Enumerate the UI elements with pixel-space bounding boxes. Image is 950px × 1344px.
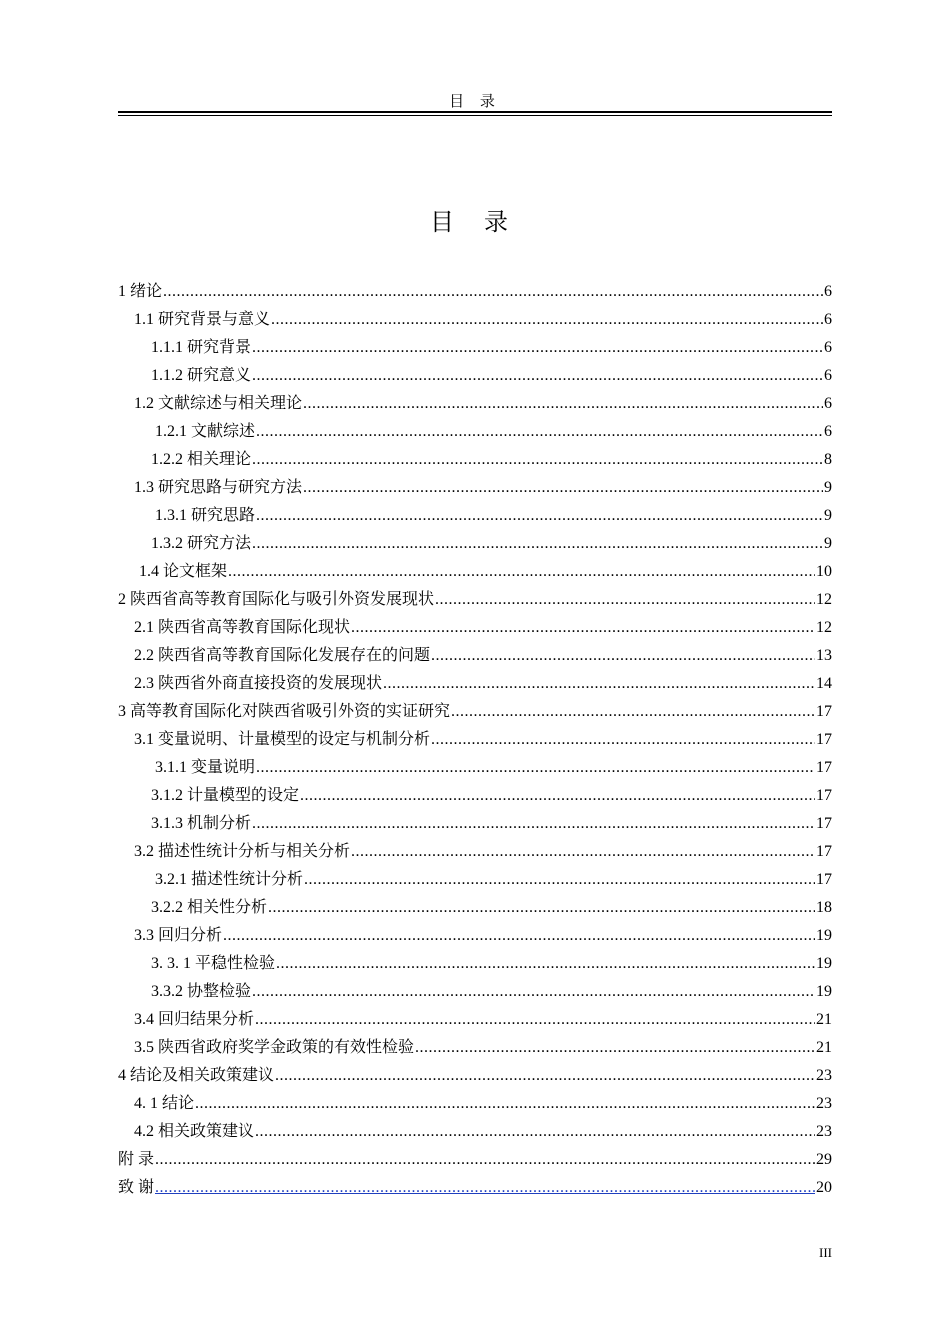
toc-dot-leader — [252, 810, 815, 838]
toc-entry-label: 1.1 研究背景与意义 — [134, 311, 271, 328]
toc-entry-label: 1.2.1 文献综述 — [155, 423, 256, 440]
toc-entry[interactable] — [118, 390, 832, 418]
toc-entry-label: 3.1.3 机制分析 — [151, 815, 252, 832]
toc-dot-leader — [435, 586, 815, 614]
toc-entry-label: 附 录 — [118, 1151, 155, 1168]
toc-entry[interactable] — [118, 306, 832, 334]
toc-entry-label: 4.2 相关政策建议 — [134, 1123, 255, 1140]
toc-dot-leader — [351, 838, 815, 866]
toc-entry-label: 4. 1 结论 — [134, 1095, 195, 1112]
toc-dot-leader — [304, 866, 815, 894]
toc-dot-leader — [303, 390, 823, 418]
toc-entry[interactable] — [118, 1006, 832, 1034]
toc-dot-leader — [255, 1118, 815, 1146]
toc-dot-leader — [275, 1062, 815, 1090]
toc-entry[interactable] — [118, 1090, 832, 1118]
toc-entry-label: 致 谢 — [118, 1179, 155, 1196]
toc-entry[interactable] — [118, 866, 832, 894]
toc-entry-page: 9 — [824, 507, 832, 524]
toc-entry[interactable] — [118, 474, 832, 502]
toc-entry-page: 18 — [816, 899, 832, 916]
toc-entry[interactable] — [118, 1174, 832, 1202]
header-rule — [118, 111, 832, 113]
toc-dot-leader — [431, 642, 815, 670]
toc-title: 目 录 — [430, 210, 520, 236]
toc-entry[interactable] — [118, 838, 832, 866]
toc-entry-page: 6 — [824, 423, 832, 440]
toc-entry-page: 17 — [816, 731, 832, 748]
toc-entry-page: 8 — [824, 451, 832, 468]
toc-dot-leader — [271, 306, 823, 334]
toc-entry[interactable] — [118, 810, 832, 838]
toc-entry-page: 6 — [824, 283, 832, 300]
toc-entry-page: 10 — [816, 563, 832, 580]
toc-entry-label: 3.1.2 计量模型的设定 — [151, 787, 300, 804]
toc-entry-page: 9 — [824, 479, 832, 496]
toc-entry[interactable] — [118, 894, 832, 922]
toc-dot-leader — [431, 726, 815, 754]
toc-entry[interactable] — [118, 642, 832, 670]
toc-entry[interactable] — [118, 1034, 832, 1062]
toc-dot-leader — [163, 278, 823, 306]
toc-entry-page: 12 — [816, 591, 832, 608]
toc-entry[interactable] — [118, 922, 832, 950]
toc-entry-label: 1.4 论文框架 — [139, 563, 228, 580]
toc-entry-label: 1.1.1 研究背景 — [151, 339, 252, 356]
toc-entry-label: 3.2.1 描述性统计分析 — [155, 871, 304, 888]
toc-entry[interactable] — [118, 782, 832, 810]
toc-entry-page: 6 — [824, 339, 832, 356]
toc-entry[interactable] — [118, 1146, 832, 1174]
toc-entry-label: 3.3 回归分析 — [134, 927, 223, 944]
toc-dot-leader — [255, 1006, 815, 1034]
toc-entry-label: 3.3.2 协整检验 — [151, 983, 252, 1000]
toc-entry-label: 1 绪论 — [118, 283, 163, 300]
toc-dot-leader — [228, 558, 815, 586]
toc-entry-label: 3. 3. 1 平稳性检验 — [151, 955, 276, 972]
toc-entry[interactable] — [118, 698, 832, 726]
toc-entry[interactable] — [118, 1118, 832, 1146]
toc-entry[interactable] — [118, 586, 832, 614]
toc-entry-page: 20 — [816, 1179, 832, 1196]
toc-dot-leader — [268, 894, 815, 922]
toc-entry-page: 23 — [816, 1067, 832, 1084]
toc-dot-leader — [256, 754, 815, 782]
toc-entry[interactable] — [118, 754, 832, 782]
toc-entry[interactable] — [118, 614, 832, 642]
toc-entry-page: 13 — [816, 647, 832, 664]
toc-entry-label: 3.1 变量说明、计量模型的设定与机制分析 — [134, 731, 431, 748]
toc-entry-page: 6 — [824, 311, 832, 328]
toc-entry-label: 1.1.2 研究意义 — [151, 367, 252, 384]
toc-entry-label: 2.1 陕西省高等教育国际化现状 — [134, 619, 351, 636]
toc-entry-label: 2 陕西省高等教育国际化与吸引外资发展现状 — [118, 591, 435, 608]
toc-entry-label: 1.3 研究思路与研究方法 — [134, 479, 303, 496]
toc-dot-leader — [223, 922, 815, 950]
toc-dot-leader — [252, 530, 823, 558]
toc-dot-leader — [252, 362, 823, 390]
toc-entry-page: 17 — [816, 759, 832, 776]
toc-entry-label: 1.2.2 相关理论 — [151, 451, 252, 468]
toc-entry[interactable] — [118, 502, 832, 530]
toc-dot-leader — [351, 614, 815, 642]
toc-entry-page: 6 — [824, 367, 832, 384]
toc-entry-page: 17 — [816, 703, 832, 720]
toc-entry[interactable] — [118, 670, 832, 698]
toc-entry-page: 19 — [816, 983, 832, 1000]
toc-dot-leader — [415, 1034, 815, 1062]
toc-dot-leader — [252, 334, 823, 362]
toc-entry-page: 14 — [816, 675, 832, 692]
toc-entry-page: 9 — [824, 535, 832, 552]
toc-dot-leader — [195, 1090, 815, 1118]
toc-entry[interactable] — [118, 558, 832, 586]
toc-entry-page: 23 — [816, 1095, 832, 1112]
toc-entry-label: 3.2.2 相关性分析 — [151, 899, 268, 916]
toc-dot-leader — [303, 474, 823, 502]
toc-entry-page: 19 — [816, 927, 832, 944]
toc-entry[interactable] — [118, 530, 832, 558]
toc-entry[interactable] — [118, 418, 832, 446]
toc-entry[interactable] — [118, 362, 832, 390]
toc-entry-label: 1.3.2 研究方法 — [151, 535, 252, 552]
header-rule-thin — [118, 115, 832, 116]
toc-entry[interactable] — [118, 1062, 832, 1090]
toc-entry[interactable] — [118, 278, 832, 306]
running-header-title: 目 录 — [449, 94, 501, 110]
page-number: III — [819, 1245, 832, 1260]
toc-entry-page: 17 — [816, 871, 832, 888]
toc-entry-label: 3.2 描述性统计分析与相关分析 — [134, 843, 351, 860]
toc-entry-label: 3 高等教育国际化对陕西省吸引外资的实证研究 — [118, 703, 451, 720]
toc-entry-page: 21 — [816, 1039, 832, 1056]
toc-entry-label: 4 结论及相关政策建议 — [118, 1067, 275, 1084]
toc-entry-label: 2.3 陕西省外商直接投资的发展现状 — [134, 675, 383, 692]
toc-entry-label: 3.4 回归结果分析 — [134, 1011, 255, 1028]
toc-dot-leader — [300, 782, 815, 810]
toc-dot-leader — [256, 502, 823, 530]
toc-entry-page: 12 — [816, 619, 832, 636]
toc-entry-page: 23 — [816, 1123, 832, 1140]
toc-entry-page: 17 — [816, 787, 832, 804]
toc-entry-label: 1.2 文献综述与相关理论 — [134, 395, 303, 412]
toc-entry-label: 2.2 陕西省高等教育国际化发展存在的问题 — [134, 647, 431, 664]
toc-entry-page: 29 — [816, 1151, 832, 1168]
toc-entry[interactable] — [118, 446, 832, 474]
toc-entry[interactable] — [118, 334, 832, 362]
toc-entry-label: 1.3.1 研究思路 — [155, 507, 256, 524]
toc-entry-label: 3.1.1 变量说明 — [155, 759, 256, 776]
toc-entry-page: 6 — [824, 395, 832, 412]
toc-dot-leader — [155, 1174, 815, 1202]
table-of-contents — [118, 278, 832, 1202]
toc-entry-label: 3.5 陕西省政府奖学金政策的有效性检验 — [134, 1039, 415, 1056]
toc-entry[interactable] — [118, 726, 832, 754]
toc-entry-page: 19 — [816, 955, 832, 972]
toc-dot-leader — [276, 950, 815, 978]
toc-entry[interactable] — [118, 950, 832, 978]
toc-dot-leader — [155, 1146, 815, 1174]
toc-dot-leader — [256, 418, 823, 446]
toc-entry-page: 17 — [816, 843, 832, 860]
toc-entry-page: 21 — [816, 1011, 832, 1028]
toc-dot-leader — [451, 698, 815, 726]
toc-entry[interactable] — [118, 978, 832, 1006]
toc-entry-page: 17 — [816, 815, 832, 832]
toc-dot-leader — [252, 446, 823, 474]
toc-dot-leader — [252, 978, 815, 1006]
toc-dot-leader — [383, 670, 815, 698]
